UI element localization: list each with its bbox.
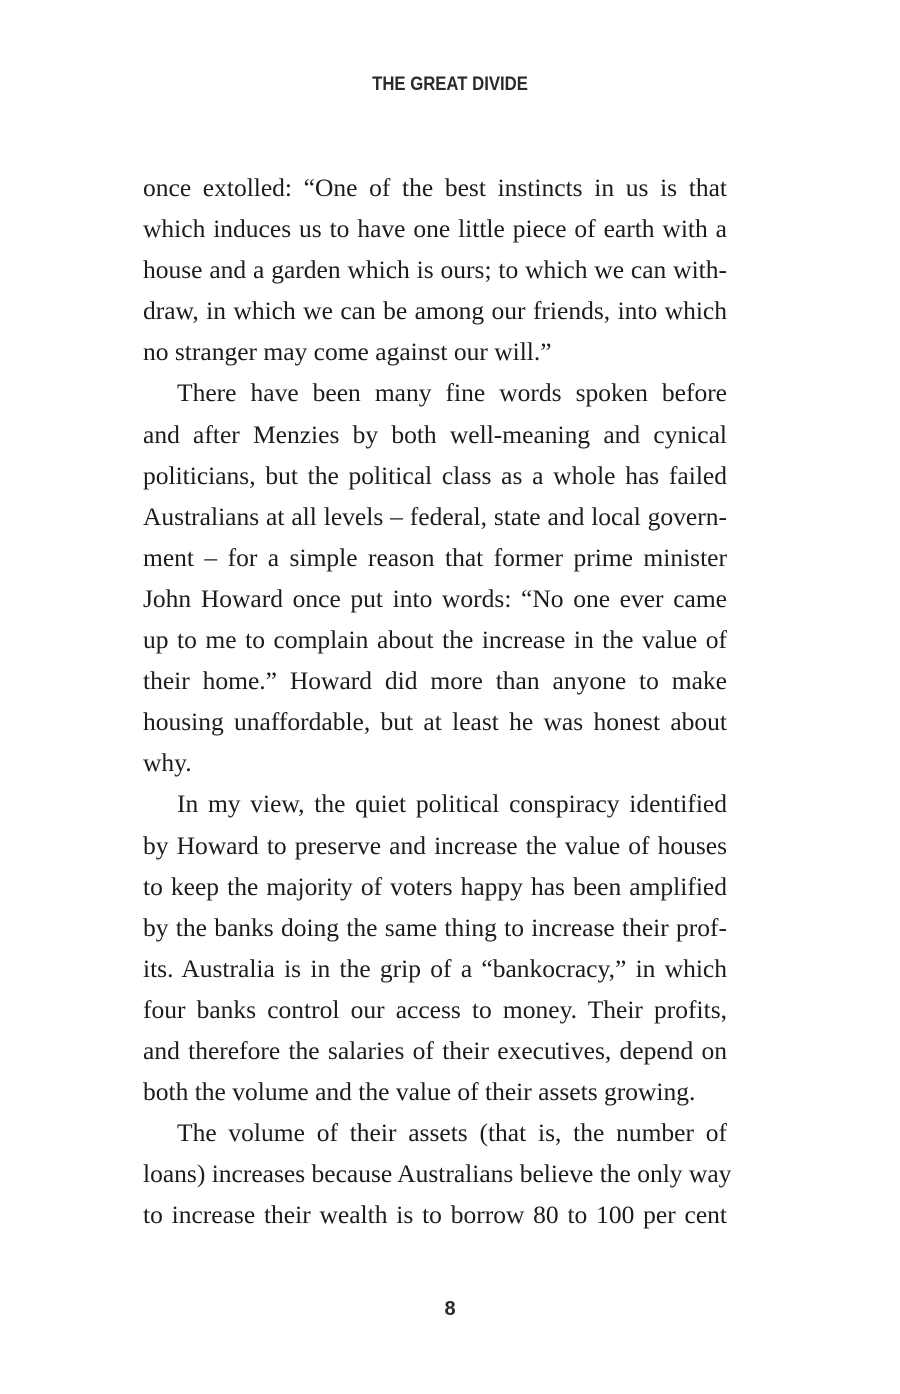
text-line: housing unaffordable, but at least he was honest about bbox=[143, 707, 727, 737]
text-line: John Howard once put into words: “No one ever came bbox=[143, 583, 727, 613]
text-line: by the banks doing the same thing to increase their prof- bbox=[143, 912, 727, 942]
running-title: THE GREAT DIVIDE bbox=[372, 74, 528, 95]
paragraph bbox=[143, 372, 727, 783]
text-line: to increase their wealth is to borrow 80 to 100 per cent bbox=[143, 1200, 727, 1230]
text-line: ment – for a simple reason that former prime minister bbox=[143, 542, 727, 572]
body-text bbox=[143, 167, 732, 1235]
text-line: politicians, but the political class as a whole has failed bbox=[143, 460, 727, 490]
page-number: 8 bbox=[444, 1298, 456, 1320]
text-line: by Howard to preserve and increase the value of houses bbox=[143, 830, 727, 860]
text-line: house and a garden which is ours; to which we can with- bbox=[143, 255, 727, 285]
text-line: up to me to complain about the increase in the value of bbox=[143, 625, 727, 655]
paragraph bbox=[143, 167, 727, 372]
text-line: In my view, the quiet political conspiracy identified bbox=[177, 789, 727, 819]
text-line: no stranger may come against our will.” bbox=[143, 337, 552, 367]
paragraph bbox=[143, 783, 727, 1112]
text-line: its. Australia is in the grip of a “bankocracy,” in which bbox=[143, 953, 727, 983]
text-line: draw, in which we can be among our friends, into which bbox=[143, 296, 727, 326]
text-line: and after Menzies by both well-meaning and cynical bbox=[143, 419, 727, 449]
text-line: loans) increases because Australians believe the only way bbox=[143, 1159, 732, 1189]
text-line: and therefore the salaries of their executives, depend on bbox=[143, 1035, 727, 1065]
text-line: Australians at all levels – federal, state and local govern- bbox=[143, 501, 727, 531]
text-line: which induces us to have one little piece of earth with a bbox=[143, 214, 727, 244]
text-line: four banks control our access to money. Their profits, bbox=[143, 994, 727, 1024]
paragraph bbox=[143, 1112, 732, 1235]
text-line: once extolled: “One of the best instincts in us is that bbox=[143, 173, 727, 202]
text-line: their home.” Howard did more than anyone to make bbox=[143, 666, 727, 696]
text-line: both the volume and the value of their assets growing. bbox=[143, 1077, 696, 1107]
text-line: There have been many fine words spoken before bbox=[177, 378, 727, 408]
text-line: The volume of their assets (that is, the number of bbox=[177, 1118, 727, 1148]
text-line: to keep the majority of voters happy has been amplified bbox=[143, 871, 727, 901]
text-line: why. bbox=[143, 748, 192, 778]
